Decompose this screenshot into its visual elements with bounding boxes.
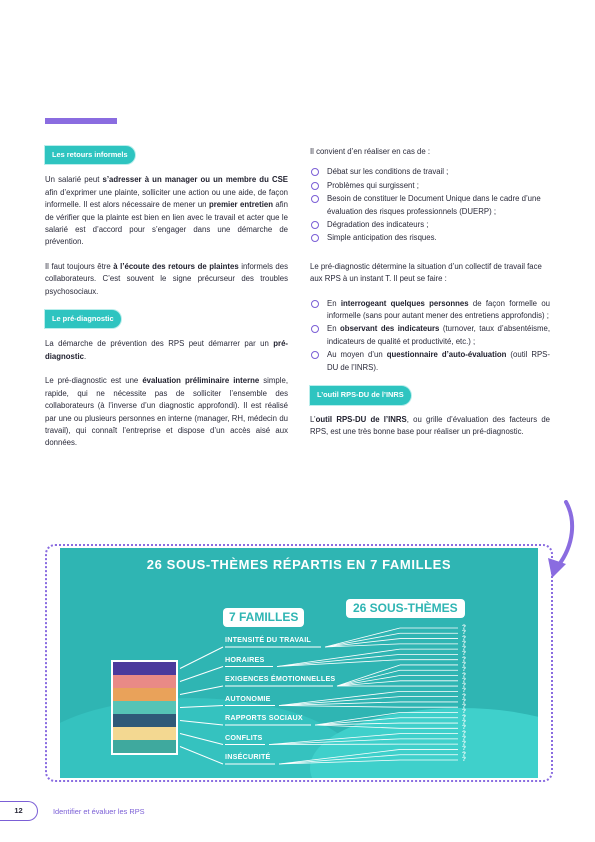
paragraph-outil: L’outil RPS-DU de l’INRS, ou grille d’évaluation des facteurs de RPS, est une très bonne base pour réaliser un pré-diagnostic. <box>310 414 550 436</box>
section-title-retours: Les retours informels <box>45 146 135 164</box>
subtheme-question-mark: ? <box>462 650 466 658</box>
subtheme-question-mark: ? <box>462 729 466 737</box>
subtheme-question-mark: ? <box>462 682 466 690</box>
fan-line <box>337 665 400 686</box>
paragraph-retours-2: Il faut toujours être à l’écoute des retours de plaintes informels des collaborateurs. C’est souvent le signe précurseur des troubles psychosociaux. <box>45 261 288 296</box>
subtheme-question-mark: ? <box>462 697 466 705</box>
list-item: Débat sur les conditions de travail ; <box>310 166 550 178</box>
paragraph-prediag-1: La démarche de prévention des RPS peut démarrer par un pré-diagnostic. <box>45 339 288 361</box>
circle-bullet-icon <box>311 234 319 242</box>
subtheme-question-mark: ? <box>462 745 466 753</box>
cases-intro: Il convient d’en réaliser en cas de : <box>310 147 431 156</box>
subtheme-question-mark: ? <box>462 629 466 637</box>
left-column <box>45 146 288 462</box>
methods-intro: Le pré-diagnostic détermine la situation d’un collectif de travail face aux RPS à un instant T. Il peut se faire : <box>310 261 542 284</box>
connector-lines <box>60 548 538 778</box>
methods-list <box>310 298 550 374</box>
subtheme-question-mark: ? <box>462 639 466 647</box>
subtheme-question-mark: ? <box>462 666 466 674</box>
family-label: HORAIRES <box>225 654 265 664</box>
subtheme-question-mark: ? <box>462 655 466 663</box>
paragraph-prediag-2: Le pré-diagnostic est une évaluation préliminaire interne simple, rapide, qui ne nécessite pas de solliciter l’ensemble des collaborateurs (à l’inverse d’un diagnostic approfondi). Il est réalisé par une ou plusieurs personnes en interne (manager, RH, médecin du travail), qui connaît l’entreprise et dispose d’un accès aisé aux données. <box>45 376 288 448</box>
connector-line <box>180 734 223 745</box>
page-number: 12 <box>0 801 38 821</box>
list-item: Simple anticipation des risques. <box>310 232 550 244</box>
subtheme-question-mark: ? <box>462 692 466 700</box>
footer-section-title: Identifier et évaluer les RPS <box>53 807 145 816</box>
circle-bullet-icon <box>311 221 319 229</box>
subtheme-question-mark: ? <box>462 708 466 716</box>
fan-line <box>279 697 400 706</box>
list-item: Besoin de constituer le Document Unique dans le cadre d’une évaluation des risques professionnels (DUERP) ; <box>310 193 550 218</box>
cases-list <box>310 166 550 244</box>
connector-line <box>180 686 223 695</box>
subtheme-question-mark: ? <box>462 676 466 684</box>
fan-line <box>315 725 400 728</box>
connector-line <box>180 647 223 669</box>
subtheme-question-mark: ? <box>462 724 466 732</box>
family-label: INTENSITÉ DU TRAVAIL <box>225 635 311 644</box>
list-item: Problèmes qui surgissent ; <box>310 180 550 192</box>
circle-bullet-icon <box>311 351 319 359</box>
subtheme-question-mark: ? <box>462 750 466 758</box>
connector-line <box>180 706 223 708</box>
list-item: Au moyen d’un questionnaire d’auto-évaluation (outil RPS-DU de l’INRS). <box>310 349 550 374</box>
family-label: INSÉCURITÉ <box>225 752 271 761</box>
circle-bullet-icon <box>311 182 319 190</box>
fan-line <box>277 649 400 666</box>
circle-bullet-icon <box>311 325 319 333</box>
subtheme-question-mark: ? <box>462 687 466 695</box>
fan-line <box>337 676 400 686</box>
list-item: En observant des indicateurs (turnover, taux d’absentéisme, indicateurs de qualité et productivité, etc.) ; <box>310 323 550 348</box>
section-title-prediagnostic: Le pré-diagnostic <box>45 310 121 328</box>
list-item: Dégradation des indicateurs ; <box>310 219 550 231</box>
circle-bullet-icon <box>311 195 319 203</box>
subtheme-question-mark: ? <box>462 740 466 748</box>
family-label: CONFLITS <box>225 732 263 742</box>
circle-bullet-icon <box>311 300 319 308</box>
section-title-outil: L’outil RPS-DU de l’INRS <box>310 386 411 404</box>
infographic <box>60 548 538 778</box>
right-column <box>310 146 550 450</box>
subtheme-question-mark: ? <box>462 719 466 727</box>
subtheme-question-mark: ? <box>462 734 466 742</box>
subtheme-question-mark: ? <box>462 660 466 668</box>
list-item: En interrogeant quelques personnes de façon formelle ou informelle (sans pour autant mener des entretiens approfondis) ; <box>310 298 550 323</box>
infographic-title: 26 SOUS-THÈMES RÉPARTIS EN 7 FAMILLES <box>146 557 452 572</box>
circle-bullet-icon <box>311 168 319 176</box>
subtheme-question-mark: ? <box>462 624 466 631</box>
subtheme-question-mark: ? <box>462 671 466 679</box>
fan-line <box>269 734 400 745</box>
connector-line <box>180 667 223 682</box>
fan-line <box>279 706 400 708</box>
families-label: 7 FAMILLES <box>223 608 304 627</box>
subtheme-question-mark: ? <box>462 634 466 642</box>
subtheme-question-mark: ? <box>462 713 466 721</box>
family-label: AUTONOMIE <box>225 693 271 703</box>
connector-line <box>180 721 223 726</box>
section-accent-bar <box>45 118 117 124</box>
connector-line <box>180 747 223 765</box>
subthemes-label: 26 SOUS-THÈMES <box>346 599 465 618</box>
subtheme-question-mark: ? <box>462 703 466 711</box>
paragraph-retours-1: Un salarié peut s’adresser à un manager ou un membre du CSE afin d’exprimer une plainte, solliciter une action ou une aide, de façon informelle. Il est alors nécessaire de mener un premier entretien afin de vérifier que la plainte est bien en lien avec le travail et acter que le salarié est d’accord pour s’engager dans une démarche de prévention. <box>45 175 289 247</box>
subtheme-question-mark: ? <box>462 645 466 653</box>
family-label: RAPPORTS SOCIAUX <box>225 713 303 722</box>
fan-line <box>269 739 400 745</box>
family-label: EXIGENCES ÉMOTIONNELLES <box>225 674 336 683</box>
fan-line <box>279 755 400 764</box>
subtheme-question-mark: ? <box>462 756 466 763</box>
